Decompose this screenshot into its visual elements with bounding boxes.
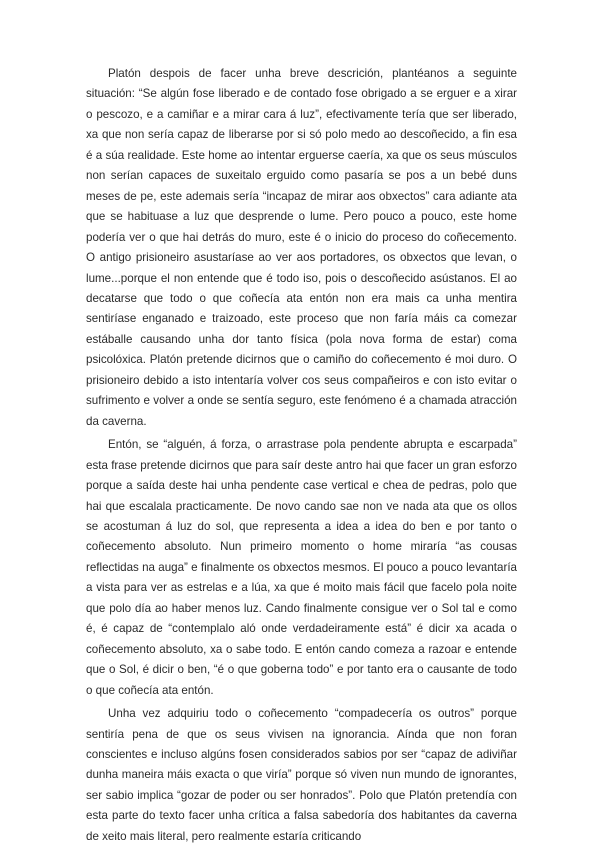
paragraph-1: Platón despois de facer unha breve descrición, plantéanos a seguinte situación: “Se algún fose liberado e de contado fose obrigado a se erguer e a xirar o pescozo, e a camiñar e a mirar cara á luz”, efectivamente tería que ser liberado, xa que non sería capaz de liberarse por si só polo medo ao descoñecido, a fin esa é a súa realidade. Este home ao intentar erguerse caería, xa que os seus músculos non serían capaces de suxeitalo erguido como pasaría se pos a un bebé duns meses de pe, este ademais sería “incapaz de mirar aos obxectos” cara adiante ata que se habituase a luz que desprende o lume. Pero pouco a pouco, este home podería ver o que hai detrás do muro, este é o inicio do proceso do coñecemento. O antigo prisioneiro asustaríase ao ver aos portadores, os obxectos que levan, o lume...porque el non entende que é todo iso, pois o descoñecido asústanos. El ao decatarse que todo o que coñecía ata entón non era mais ca unha mentira sentiríase enganado e traizoado, este proceso que non faría máis ca comezar estáballe causando unha dor tanto física (pola nova forma de estar) coma psicolóxica. Platón pretende dicirnos que o camiño do coñecemento é moi duro. O prisioneiro debido a isto intentaría volver cos seus compañeiros e con isto evitar o sufrimento e volver a onde se sentía seguro, este fenómeno é a chamada atracción da caverna. [86,67,517,428]
paragraph-2: Entón, se “alguén, á forza, o arrastrase pola pendente abrupta e escarpada” esta frase pretende dicirnos que para saír deste antro hai que facer un gran esforzo porque a saída deste hai unha pendente case vertical e chea de pedras, polo que hai que escalala practicamente. De novo cando sae non ve nada ata que os ollos se acostuman á luz do sol, que representa a idea a idea do ben e por tanto o coñecemento absoluto. Nun primeiro momento o home miraría “as cousas reflectidas na auga” e finalmente os obxectos mesmos. El pouco a pouco levantaría a vista para ver as estrelas e a lúa, xa que é moito mais fácil que facelo pola noite que polo día ao haber menos luz. Cando finalmente consigue ver o Sol tal e como é, é capaz de “contemplalo aló onde verdadeiramente está” é dicir xa acada o coñecemento absoluto, xa o sabe todo. E entón cando comeza a razoar e entende que o Sol, é dicir o ben, “é o que goberna todo” e por tanto era o causante de todo o que coñecía ata entón. [86,438,517,697]
document-page [86,64,517,847]
paragraph-3: Unha vez adquiriu todo o coñecemento “compadecería os outros” porque sentiría pena de que os seus vivisen na ignorancia. Aínda que non foran conscientes e incluso algúns fosen considerados sabios por ser “capaz de adiviñar dunha maneira máis exacta o que viría” porque só viven nun mundo de ignorantes, ser sabio implica “gozar de poder ou ser honrados”. Polo que Platón pretendía con esta parte do texto facer unha crítica a falsa sabedoría dos habitantes da caverna de xeito mais literal, pero realmente estaría criticando [86,707,517,843]
